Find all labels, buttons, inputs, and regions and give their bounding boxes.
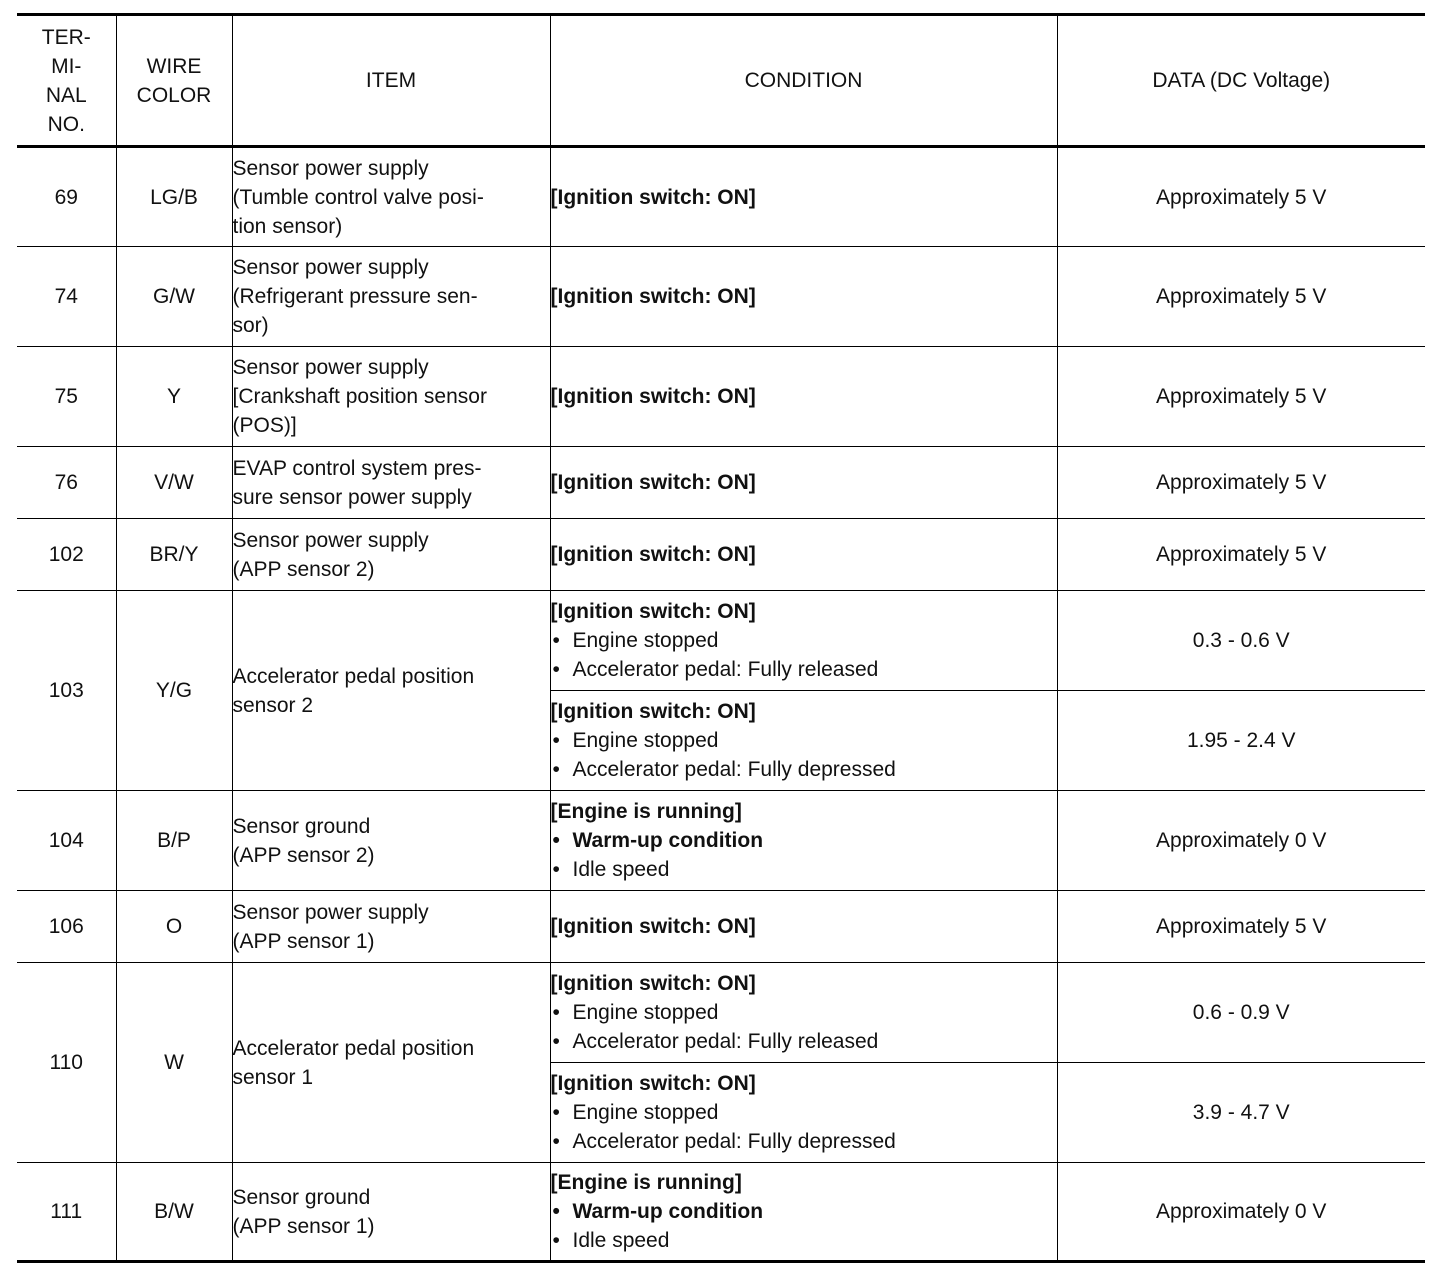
item-description: Sensor power supply (APP sensor 2) <box>232 519 550 591</box>
condition-bullet: • Accelerator pedal: Fully depressed <box>551 1127 1057 1156</box>
dc-voltage-value: Approximately 5 V <box>1057 147 1425 247</box>
condition-bullet: • Warm-up condition <box>551 1197 1057 1226</box>
terminal-no: 102 <box>17 519 116 591</box>
wire-color: G/W <box>116 247 232 347</box>
table-row <box>17 791 1425 891</box>
item-description: Sensor power supply (APP sensor 1) <box>232 891 550 963</box>
table-row <box>17 347 1425 447</box>
dc-voltage-value: 0.3 - 0.6 V <box>1057 591 1425 691</box>
condition-cell <box>550 691 1057 791</box>
item-description: Sensor ground (APP sensor 2) <box>232 791 550 891</box>
terminal-no: 103 <box>17 591 116 791</box>
header-item: ITEM <box>232 15 550 147</box>
wire-color: Y/G <box>116 591 232 791</box>
wire-color: Y <box>116 347 232 447</box>
wire-color: B/P <box>116 791 232 891</box>
item-description: EVAP control system pres- sure sensor power supply <box>232 447 550 519</box>
terminal-no: 76 <box>17 447 116 519</box>
condition-bullet: • Idle speed <box>551 1226 1057 1255</box>
condition-cell <box>550 1163 1057 1262</box>
condition-bullet: • Accelerator pedal: Fully depressed <box>551 755 1057 784</box>
condition-heading: [Engine is running] <box>550 800 742 823</box>
condition-bullet: • Accelerator pedal: Fully released <box>551 1027 1057 1056</box>
table-row <box>17 891 1425 963</box>
condition-cell <box>550 247 1057 347</box>
item-description: Sensor power supply (Refrigerant pressure sen- sor) <box>232 247 550 347</box>
terminal-no: 106 <box>17 891 116 963</box>
wire-color: O <box>116 891 232 963</box>
dc-voltage-value: Approximately 5 V <box>1057 247 1425 347</box>
table-row <box>17 1163 1425 1262</box>
condition-heading: [Ignition switch: ON] <box>550 543 756 566</box>
condition-cell <box>550 1063 1057 1163</box>
dc-voltage-value: Approximately 5 V <box>1057 447 1425 519</box>
condition-heading: [Ignition switch: ON] <box>550 185 756 209</box>
terminal-no: 110 <box>17 963 116 1163</box>
condition-cell <box>550 447 1057 519</box>
wire-color: W <box>116 963 232 1163</box>
item-description: Sensor power supply (Tumble control valve posi- tion sensor) <box>232 147 550 247</box>
terminal-no: 111 <box>17 1163 116 1262</box>
terminal-no: 74 <box>17 247 116 347</box>
table-row <box>17 247 1425 347</box>
condition-heading: [Ignition switch: ON] <box>550 471 756 494</box>
header-row <box>17 15 1425 147</box>
item-description: Sensor ground (APP sensor 1) <box>232 1163 550 1262</box>
dc-voltage-value: Approximately 5 V <box>1057 519 1425 591</box>
header-condition: CONDITION <box>550 15 1057 147</box>
condition-bullet: • Idle speed <box>551 855 1057 884</box>
table-row <box>17 447 1425 519</box>
dc-voltage-value: Approximately 5 V <box>1057 891 1425 963</box>
condition-bullet: • Warm-up condition <box>551 826 1057 855</box>
dc-voltage-value: 1.95 - 2.4 V <box>1057 691 1425 791</box>
item-description: Sensor power supply [Crankshaft position sensor (POS)] <box>232 347 550 447</box>
table-row <box>17 591 1425 691</box>
condition-cell <box>550 963 1057 1063</box>
condition-cell <box>550 347 1057 447</box>
condition-heading: [Ignition switch: ON] <box>550 972 756 995</box>
dc-voltage-value: Approximately 5 V <box>1057 347 1425 447</box>
dc-voltage-value: Approximately 0 V <box>1057 791 1425 891</box>
dc-voltage-value: 3.9 - 4.7 V <box>1057 1063 1425 1163</box>
condition-cell <box>550 891 1057 963</box>
condition-cell <box>550 591 1057 691</box>
condition-heading: [Engine is running] <box>550 1171 742 1194</box>
item-description: Accelerator pedal position sensor 2 <box>232 591 550 791</box>
condition-bullet: • Engine stopped <box>551 998 1057 1027</box>
table-row <box>17 147 1425 247</box>
condition-cell <box>550 519 1057 591</box>
item-description: Accelerator pedal position sensor 1 <box>232 963 550 1163</box>
wire-color: LG/B <box>116 147 232 247</box>
terminal-no: 69 <box>17 147 116 247</box>
table-row <box>17 519 1425 591</box>
header-wire-color: WIRE COLOR <box>116 15 232 147</box>
wire-color: B/W <box>116 1163 232 1262</box>
terminal-no: 75 <box>17 347 116 447</box>
wire-color: V/W <box>116 447 232 519</box>
terminal-data-table <box>17 13 1425 1263</box>
condition-bullet: • Engine stopped <box>551 626 1057 655</box>
dc-voltage-value: Approximately 0 V <box>1057 1163 1425 1262</box>
condition-bullet: • Engine stopped <box>551 1098 1057 1127</box>
condition-heading: [Ignition switch: ON] <box>550 285 756 308</box>
condition-heading: [Ignition switch: ON] <box>550 385 756 408</box>
condition-cell <box>550 791 1057 891</box>
condition-heading: [Ignition switch: ON] <box>550 1072 756 1095</box>
condition-heading: [Ignition switch: ON] <box>550 700 756 723</box>
header-terminal-no: TER- MI- NAL NO. <box>17 15 116 147</box>
condition-heading: [Ignition switch: ON] <box>550 600 756 623</box>
dc-voltage-value: 0.6 - 0.9 V <box>1057 963 1425 1063</box>
table-body <box>17 147 1425 1262</box>
terminal-no: 104 <box>17 791 116 891</box>
wire-color: BR/Y <box>116 519 232 591</box>
condition-bullet: • Engine stopped <box>551 726 1057 755</box>
table-row <box>17 963 1425 1063</box>
condition-bullet: • Accelerator pedal: Fully released <box>551 655 1057 684</box>
condition-cell <box>550 147 1057 247</box>
header-data: DATA (DC Voltage) <box>1057 15 1425 147</box>
condition-heading: [Ignition switch: ON] <box>550 915 756 938</box>
